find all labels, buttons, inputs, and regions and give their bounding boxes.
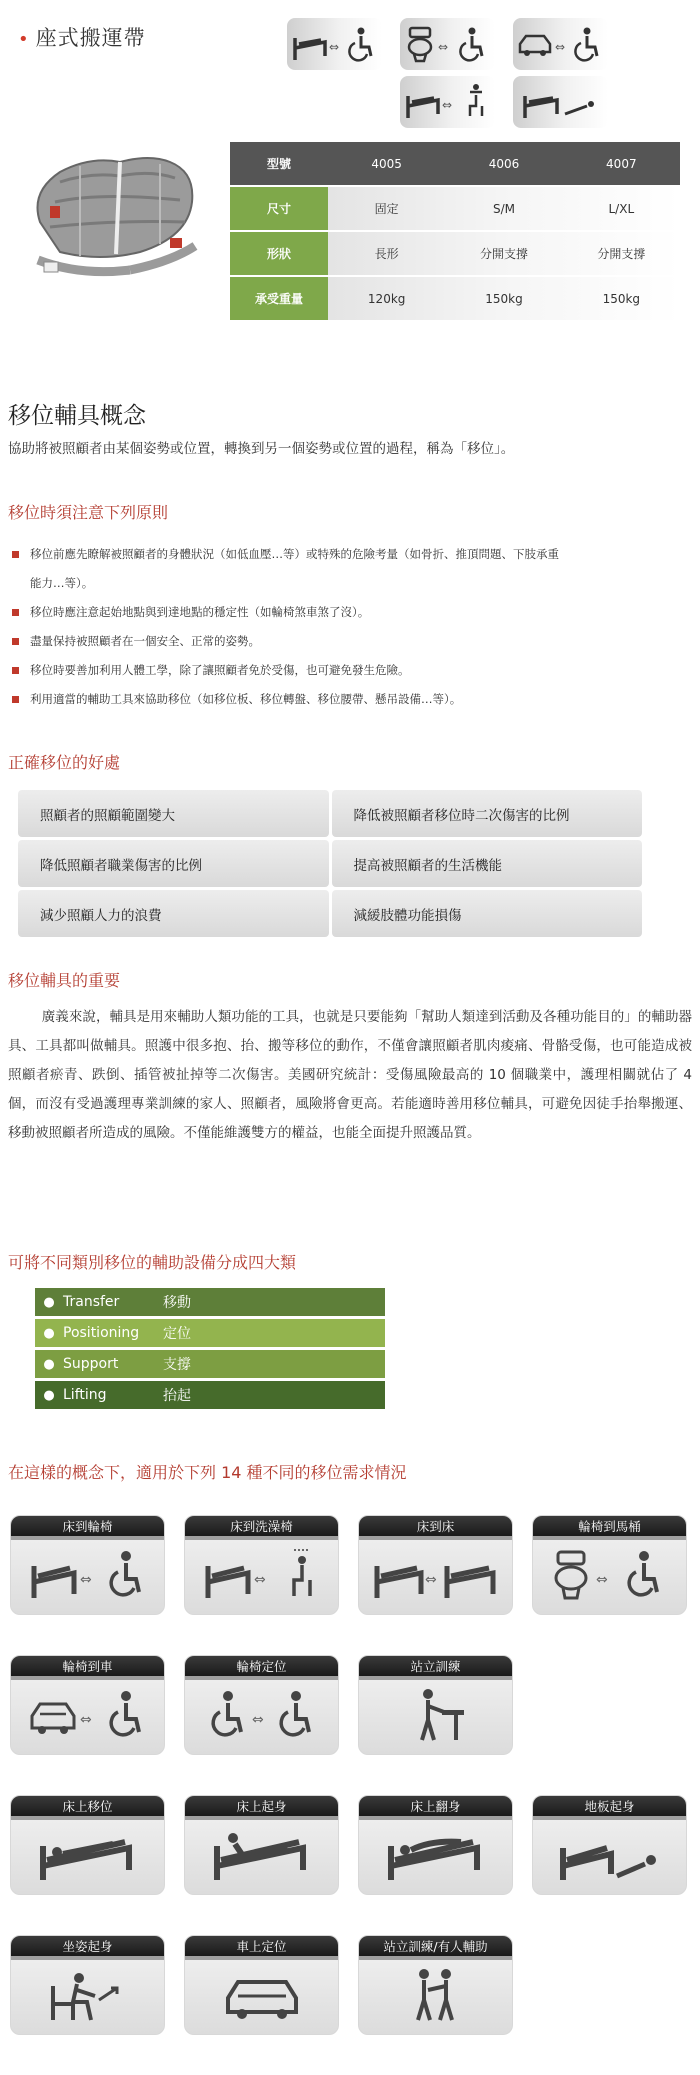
scenario-title: 床上起身: [185, 1796, 338, 1816]
spec-cell: 固定: [374, 202, 399, 216]
benefits-heading: 正確移位的好處: [8, 753, 121, 772]
sitting-up-in-bed-icon: [207, 1826, 317, 1886]
bed-to-shower-chair-icon: [202, 1546, 322, 1606]
principles-heading: 移位時須注意下列原則: [8, 503, 169, 522]
spec-row-label: 尺寸: [230, 187, 328, 230]
concept-intro: 協助將被照顧者由某個姿勢或位置，轉換到另一個姿勢或位置的過程，稱為「移位」。: [8, 441, 515, 457]
standing-training-icon: [396, 1686, 476, 1746]
list-item: [8, 656, 688, 685]
principles-list: [8, 540, 688, 714]
bullet-square-icon: [12, 667, 19, 674]
car-icon: [222, 1966, 302, 2026]
list-item-text: 移位時要善加利用人體工學，除了讓照顧者免於受傷，也可避免發生危險。: [30, 663, 410, 677]
scenario-card-sit-to-stand: [10, 1935, 165, 2035]
svg-text:⇔: ⇔: [79, 1572, 92, 1588]
scenario-title: 輪椅到車: [11, 1656, 164, 1676]
scenario-title: 站立訓練/有人輔助: [359, 1936, 512, 1956]
scenario-title: 床到輪椅: [11, 1516, 164, 1536]
bullet-dot-icon: •: [18, 29, 30, 50]
model-4005: 4005: [371, 156, 402, 171]
importance-paragraph: 廣義來說，輔具是用來輔助人類功能的工具，也就是只要能夠「幫助人類達到活動及各種功能目的」的輔助器具、工具都叫做輔具。照護中很多抱、抬、搬等移位的動作，不僅會讓照顧者肌肉痠痛、骨骼受傷，也可能造成被照顧者瘀青、跌倒、插管被扯掉等二次傷害。美國研究統計：受傷風險最高的 10 個職業中，護理相關就佔了 4 個，而沒有受過護理專業訓練的家人、照顧者，風險將會更高。若能適時善用移位輔具，可避免因徒手抬舉搬運、移動被照顧者所造成的風險。不僅能維護雙方的權益，也能全面提升照護品質。: [8, 1009, 692, 1141]
category-zh: 定位: [163, 1326, 191, 1342]
bed-to-wheelchair-icon: [291, 24, 379, 64]
list-item-continuation: [8, 569, 688, 598]
svg-text:⇔: ⇔: [328, 40, 339, 54]
benefits-grid: [18, 790, 642, 940]
bullet-icon: ●: [43, 1387, 55, 1403]
car-to-wheelchair-thumbnail: [513, 18, 608, 70]
sit-to-stand-icon: [43, 1966, 133, 2026]
floor-lift-icon: [517, 82, 605, 122]
scenario-card-sitting-up-in-bed: [184, 1795, 339, 1895]
scenario-card-rising-from-floor: [532, 1795, 687, 1895]
list-item-text: 移位前應先瞭解被照顧者的身體狀況（如低血壓…等）或特殊的危險考量（如骨折、推頂問題、下肢承重: [30, 547, 559, 561]
scenario-title: 床上移位: [11, 1796, 164, 1816]
list-item: [8, 540, 688, 569]
scenario-card-bed-to-bed: [358, 1515, 513, 1615]
car-to-wheelchair-icon: [28, 1686, 148, 1746]
benefits-row: [18, 890, 642, 937]
scenario-card-wheelchair-positioning: [184, 1655, 339, 1755]
bullet-icon: ●: [43, 1356, 55, 1372]
list-item-text: 盡量保持被照顧者在一個安全、正常的姿勢。: [30, 634, 260, 648]
toilet-to-wheelchair-thumbnail: [400, 18, 495, 70]
benefit-cell: 減少照顧人力的浪費: [18, 890, 329, 937]
category-row-positioning: [35, 1319, 385, 1347]
floor-lift-thumbnail: [513, 76, 608, 128]
scenario-card-turning-in-bed: [358, 1795, 513, 1895]
scenario-card-in-bed-repositioning: [10, 1795, 165, 1895]
bed-to-wheelchair-icon: [28, 1546, 148, 1606]
spec-header-row: [230, 142, 680, 185]
scenario-card-standing-training: [358, 1655, 513, 1755]
spec-row-load: [230, 277, 680, 320]
svg-text:⇔: ⇔: [595, 1572, 608, 1588]
scenario-title: 車上定位: [185, 1936, 338, 1956]
scenario-title: 床上翻身: [359, 1796, 512, 1816]
bullet-square-icon: [12, 696, 19, 703]
model-4006: 4006: [488, 156, 520, 171]
spec-cell: S/M: [492, 201, 515, 216]
category-zh: 支撐: [163, 1357, 191, 1373]
scenario-card-bed-to-wheelchair: [10, 1515, 165, 1615]
bullet-square-icon: [12, 551, 19, 558]
benefit-cell: 照顧者的照顧範圍變大: [18, 790, 329, 837]
list-item-text: 移位時應注意起始地點與到達地點的穩定性（如輪椅煞車煞了沒）。: [30, 605, 370, 619]
benefits-row: [18, 840, 642, 887]
svg-text:⇔: ⇔: [79, 1712, 92, 1728]
car-to-wheelchair-icon: [517, 24, 605, 64]
scenario-card-wheelchair-to-toilet: [532, 1515, 687, 1615]
category-en: Positioning: [63, 1325, 140, 1341]
scenario-title: 輪椅到馬桶: [533, 1516, 686, 1536]
benefit-cell: 提高被照顧者的生活機能: [332, 840, 643, 887]
spec-cell: 分開支撐: [479, 247, 528, 261]
category-row-transfer: [35, 1288, 385, 1316]
categories-table: [35, 1288, 385, 1412]
importance-heading: 移位輔具的重要: [8, 971, 121, 990]
category-row-lifting: [35, 1381, 385, 1409]
category-en: Lifting: [63, 1387, 107, 1403]
category-row-support: [35, 1350, 385, 1378]
spec-cell: 120kg: [367, 291, 406, 306]
benefit-cell: 減緩肢體功能損傷: [332, 890, 643, 937]
wheelchair-positioning-icon: [202, 1686, 322, 1746]
scenario-title: 床到洗澡椅: [185, 1516, 338, 1536]
spec-row-label: 承受重量: [230, 277, 328, 320]
categories-heading: 可將不同類別移位的輔助設備分成四大類: [8, 1253, 297, 1272]
benefits-row: [18, 790, 642, 837]
scenario-card-bed-to-shower-chair: [184, 1515, 339, 1615]
spec-row-label: 形狀: [230, 232, 328, 275]
svg-text:⇔: ⇔: [441, 98, 452, 112]
assisted-standing-icon: [396, 1966, 476, 2026]
bed-to-bed-icon: [371, 1546, 501, 1606]
benefit-cell: 降低照顧者職業傷害的比例: [18, 840, 329, 887]
scenario-title: 站立訓練: [359, 1656, 512, 1676]
scenarios-heading: 在這樣的概念下，適用於下列 14 種不同的移位需求情況: [8, 1463, 407, 1482]
concept-heading: 移位輔具概念: [8, 403, 146, 429]
in-bed-repositioning-icon: [33, 1826, 143, 1886]
bed-to-wheelchair-thumbnail: [287, 18, 382, 70]
bullet-icon: ●: [43, 1325, 55, 1341]
bed-to-shower-chair-thumbnail: [400, 76, 495, 128]
bullet-square-icon: [12, 609, 19, 616]
svg-text:⇔: ⇔: [554, 40, 565, 54]
spec-cell: 150kg: [485, 291, 523, 306]
svg-text:⇔: ⇔: [424, 1572, 437, 1588]
scenario-card-wheelchair-to-car: [10, 1655, 165, 1755]
category-en: Support: [63, 1356, 119, 1372]
category-en: Transfer: [63, 1294, 120, 1310]
spec-cell: 150kg: [602, 291, 641, 306]
scenario-title: 坐姿起身: [11, 1936, 164, 1956]
product-title: [18, 22, 146, 52]
list-item-text: 能力…等）。: [30, 576, 94, 590]
svg-text:⇔: ⇔: [251, 1712, 264, 1728]
scenario-card-assisted-standing: [358, 1935, 513, 2035]
model-4007: 4007: [606, 156, 637, 171]
turning-in-bed-icon: [381, 1826, 491, 1886]
bed-to-shower-chair-icon: [404, 82, 492, 122]
spec-row-shape: [230, 232, 680, 275]
svg-text:⇔: ⇔: [253, 1572, 266, 1588]
spec-cell: 長形: [374, 247, 399, 261]
seat-sling-product-image: [20, 142, 225, 290]
spec-cell: L/XL: [608, 201, 635, 216]
scenario-title: 地板起身: [533, 1796, 686, 1816]
category-zh: 抬起: [163, 1388, 191, 1404]
scenario-title: 輪椅定位: [185, 1656, 338, 1676]
spec-cell: 分開支撐: [597, 247, 646, 261]
spec-table: [230, 142, 680, 322]
benefit-cell: 降低被照顧者移位時二次傷害的比例: [332, 790, 643, 837]
svg-text:⇔: ⇔: [437, 40, 448, 54]
bullet-icon: ●: [43, 1294, 55, 1310]
list-item: [8, 627, 688, 656]
toilet-to-wheelchair-icon: [404, 24, 492, 64]
bullet-square-icon: [12, 638, 19, 645]
scenario-card-car-positioning: [184, 1935, 339, 2035]
toilet-to-wheelchair-icon: [550, 1546, 670, 1606]
product-title-text: 座式搬運帶: [35, 26, 146, 50]
rising-from-floor-icon: [555, 1826, 665, 1886]
list-item: [8, 685, 688, 714]
spec-row-size: [230, 187, 680, 230]
spec-header-label: 型號: [266, 157, 291, 171]
list-item-text: 利用適當的輔助工具來協助移位（如移位板、移位轉盤、移位腰帶、懸吊設備…等）。: [30, 692, 462, 706]
list-item: [8, 598, 688, 627]
category-zh: 移動: [163, 1295, 191, 1311]
scenario-title: 床到床: [359, 1516, 512, 1536]
